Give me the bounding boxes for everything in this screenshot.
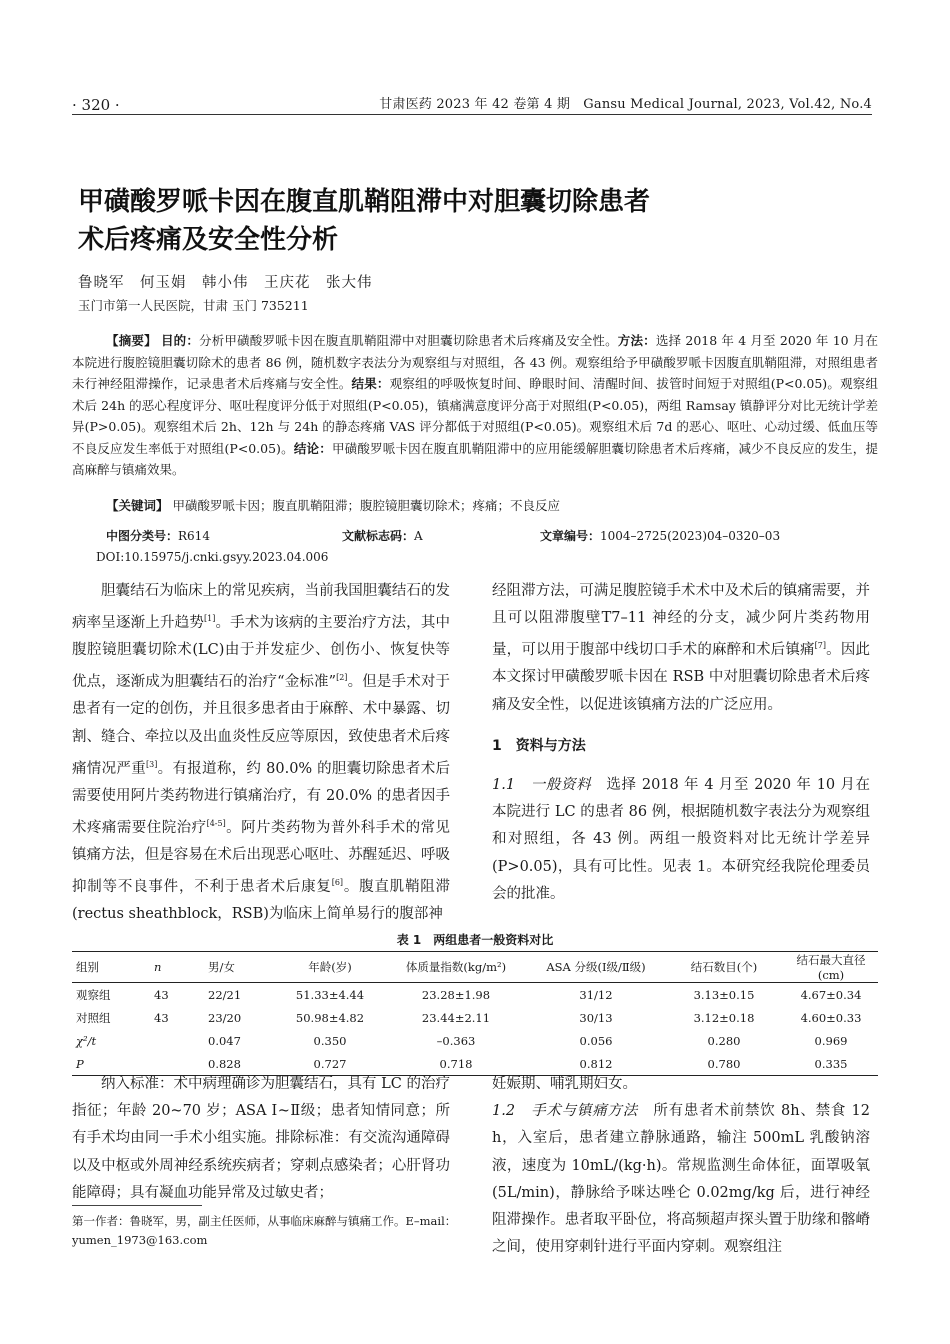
table-cell: 31/12 xyxy=(579,987,613,1002)
article-no-label: 文章编号： xyxy=(540,529,601,543)
article-number xyxy=(540,527,780,544)
clc-value: R614 xyxy=(178,529,210,543)
running-head: 甘肃医药 2023 年 42 卷第 4 期 Gansu Medical Journal, 2023, Vol.42, No.4 xyxy=(379,97,872,112)
table-caption: 表 1 两组患者一般资料对比 xyxy=(396,933,554,947)
table-cell: 4.60±0.33 xyxy=(800,1010,862,1025)
ref-7: [7] xyxy=(814,641,826,651)
title-line-2: 术后疼痛及安全性分析 xyxy=(78,225,339,255)
table-header-cell: ASA 分级(Ⅰ级/Ⅱ级) xyxy=(528,952,664,983)
article-title xyxy=(78,183,650,259)
header-rule xyxy=(72,114,872,115)
table-header-cell: 男/女 xyxy=(204,952,276,983)
table-row xyxy=(72,983,878,1007)
affiliation: 玉门市第一人民医院，甘肃 玉门 735211 xyxy=(78,298,309,313)
footnote-email: yumen_1973@163.com xyxy=(72,1233,208,1247)
table-cell: P xyxy=(72,1052,150,1076)
footnote xyxy=(72,1212,462,1250)
table-cell: 对照组 xyxy=(76,1010,111,1025)
doc-value: A xyxy=(414,529,423,543)
intro-continuation: 经阻滞方法，可满足腹腔镜手术术中及术后的镇痛需要，并且可以阻滞腹壁T7–11 神经的分支，减少阿片类药物用量，可以用于腹部中线切口手术的麻醉和术后镇痛[7]。因此本文探讨甲磺酸罗哌卡因在 RSB 中对胆囊切除患者术后疼痛及安全性，以促进该镇痛方法的广泛应用。 xyxy=(492,583,870,713)
table-header-cell: 体质量指数(kg/m²) xyxy=(384,952,528,983)
objective-text: 分析甲磺酸罗哌卡因在腹直肌鞘阻滞中对胆囊切除患者术后疼痛及安全性。 xyxy=(199,333,618,348)
clc-code xyxy=(106,527,210,544)
criteria-continuation: 妊娠期、哺乳期妇女。 xyxy=(492,1076,637,1092)
left-column-upper xyxy=(72,578,450,929)
table-header-cell: 结石最大直径(cm) xyxy=(784,952,878,983)
section-1-1: 1.1 一般资料 选择 2018 年 4 月至 2020 年 10 月在本院进行 LC 的患者 86 例，根据随机数字表法分为观察组和对照组，各 43 例。两组一般资料对比无统计学差异(P>0.05)，具有可比性。见表 1。本研究经我院伦理委员会的批准。 xyxy=(492,777,870,902)
conclusion-text: 甲磺酸罗哌卡因在腹直肌鞘阻滞中的应用能缓解胆囊切除患者术后疼痛，减少不良反应的发生，提高麻醉与镇痛效果。 xyxy=(72,440,878,477)
table-cell: 23.44±2.11 xyxy=(421,1010,491,1025)
table-cell: χ²/t xyxy=(76,1033,97,1048)
keywords xyxy=(106,496,560,514)
table-cell: –0.363 xyxy=(436,1033,476,1048)
table-cell: 4.67±0.34 xyxy=(800,987,862,1002)
keywords-label: 【关键词】 xyxy=(106,498,169,513)
table-cell: 3.12±0.18 xyxy=(693,1010,755,1025)
clc-label: 中图分类号： xyxy=(106,529,179,543)
table-cell: 0.718 xyxy=(384,1052,528,1076)
keywords-text: 甲磺酸罗哌卡因；腹直肌鞘阻滞；腹腔镜胆囊切除术；疼痛；不良反应 xyxy=(172,498,561,513)
methods-label: 方法： xyxy=(617,333,656,348)
authors: 鲁晓军 何玉娟 韩小伟 王庆花 张大伟 xyxy=(78,275,373,291)
table-row xyxy=(72,1006,878,1029)
table-cell: 43 xyxy=(154,1010,169,1025)
table-cell: 0.350 xyxy=(313,1033,347,1048)
table-cell: 0.812 xyxy=(528,1052,664,1076)
abstract-label: 【摘要】 xyxy=(106,333,157,348)
left-column-lower xyxy=(72,1071,450,1207)
right-column-upper xyxy=(492,578,870,908)
ref-1: [1] xyxy=(204,614,216,624)
table-cell: 0.969 xyxy=(814,1033,848,1048)
table-cell: 43 xyxy=(154,987,169,1002)
ref-4-5: [4-5] xyxy=(206,819,226,829)
table-cell: 30/13 xyxy=(579,1010,613,1025)
table-cell: 0.780 xyxy=(664,1052,784,1076)
subsection-1-2-label: 1.2 手术与镇痛方法 xyxy=(492,1103,639,1120)
table-header-cell: 年龄(岁) xyxy=(276,952,384,983)
table-cell: 0.727 xyxy=(276,1052,384,1076)
document-code xyxy=(342,527,423,544)
table-cell: 22/21 xyxy=(208,987,242,1002)
footnote-rule xyxy=(72,1205,202,1206)
table-cell: 23/20 xyxy=(208,1010,242,1025)
intro-paragraph: 胆囊结石为临床上的常见疾病，当前我国胆囊结石的发病率呈逐渐上升趋势[1]。手术为该病的主要治疗方法，其中腹腔镜胆囊切除术(LC)由于并发症少、创伤小、恢复快等优点，逐渐成为胆囊结石的治疗“金标准”[2]。但是手术对于患者有一定的创伤，并且很多患者由于麻醉、术中暴露、切割、缝合、牵拉以及出血炎性反应等原因，致使患者术后疼痛情况严重[3]。有报道称，约 80.0% 的胆囊切除患者术后需要使用阿片类药物进行镇痛治疗，有 20.0% 的患者因手术疼痛需要住院治疗[4-5]。阿片类药物为普外科手术的常见镇痛方法，但是容易在术后出现恶心呕吐、苏醒延迟、呼吸抑制等不良事件，不利于患者术后康复[6]。腹直肌鞘阻滞(rectus sheathblock，RSB)为临床上简单易行的腹部神 xyxy=(72,583,451,923)
table-cell: 0.280 xyxy=(707,1033,741,1048)
article-no-value: 1004–2725(2023)04–0320–03 xyxy=(600,529,781,543)
results-label: 结果： xyxy=(351,376,390,391)
footnote-author: 第一作者：鲁晓军，男，副主任医师，从事临床麻醉与镇痛工作。E–mail： xyxy=(72,1214,457,1228)
table-row xyxy=(72,1029,878,1052)
doi: DOI:10.15975/j.cnki.gsyy.2023.04.006 xyxy=(96,550,329,564)
table-cell: 0.828 xyxy=(204,1052,276,1076)
page-number: · 320 · xyxy=(72,96,120,114)
table-cell: 23.28±1.98 xyxy=(421,987,491,1002)
ref-6: [6] xyxy=(331,878,344,888)
ref-3: [3] xyxy=(146,759,158,769)
table-cell: 3.13±0.15 xyxy=(693,987,755,1002)
table-header-row xyxy=(72,952,878,983)
table-cell: 观察组 xyxy=(76,987,111,1002)
title-line-1: 甲磺酸罗哌卡因在腹直肌鞘阻滞中对胆囊切除患者 xyxy=(78,187,651,217)
table-cell: 50.98±4.82 xyxy=(295,1010,365,1025)
table-cell: 51.33±4.44 xyxy=(295,987,365,1002)
ref-2: [2] xyxy=(336,673,348,683)
conclusion-label: 结论： xyxy=(293,440,332,456)
table-cell: 0.047 xyxy=(208,1033,241,1048)
table-cell: 0.335 xyxy=(784,1052,878,1076)
section-1-2: 1.2 手术与镇痛方法 所有患者术前禁饮 8h、禁食 12 h，入室后，患者建立静脉通路，输注 500mL 乳酸钠溶液，速度为 10mL/(kg·h)。常规监测生命体征，面罩吸氧(5L/min)，静脉给予咪达唑仑 0.02mg/kg 后，进行神经阻滞操作。患者取平卧位，将高频超声探头置于肋缘和髂嵴之间，使用穿刺针进行平面内穿刺。观察组注 xyxy=(492,1103,870,1256)
results-text: 观察组的呼吸恢复时间、睁眼时间、清醒时间、拔管时间短于对照组(P<0.05)。观察组术后 24h 的恶心程度评分、呕吐程度评分低于对照组(P<0.05)，镇痛满意度评分高于对照组(P<0.05)，两组 Ramsay 镇静评分对比无统计学差异(P>0.05)。观察组术后 2h、12h 与 24h 的静态疼痛 VAS 评分都低于对照组(P<0.05)。观察组术后 7d 的恶心、呕吐、心动过缓、低血压等不良反应发生率低于对照组(P<0.05)。 xyxy=(72,376,878,456)
abstract xyxy=(72,330,878,481)
methods-text: 选择 2018 年 4 月至 2020 年 10 月在本院进行腹腔镜胆囊切除术的患者 86 例，随机数字表法分为观察组与对照组，各 43 例。观察组给予甲磺酸罗哌卡因腹直肌鞘阻滞，对照组患者未行神经阻滞操作，记录患者术后疼痛与安全性。 xyxy=(72,333,878,391)
doc-label: 文献标志码： xyxy=(342,529,415,543)
table-header-cell: 结石数目(个) xyxy=(664,952,784,983)
right-column-lower xyxy=(492,1071,870,1261)
subsection-1-1-label: 1.1 一般资料 xyxy=(492,777,592,794)
objective-label: 目的： xyxy=(160,333,200,348)
criteria-paragraph: 纳入标准：术中病理确诊为胆囊结石，具有 LC 的治疗指征；年龄 20~70 岁；ASA Ⅰ~Ⅱ级；患者知情同意；所有手术均由同一手术小组实施。排除标准：有交流沟通障碍以及中枢或外周神经系统疾病者；穿刺点感染者；心肝肾功能障碍；具有凝血功能异常及过敏史者； xyxy=(72,1076,450,1201)
section-1-heading: 1 资料与方法 xyxy=(492,737,586,754)
table-header-cell: n xyxy=(150,952,204,983)
table-1 xyxy=(72,951,878,1076)
table-cell xyxy=(150,1029,204,1052)
table-cell: 0.056 xyxy=(579,1033,613,1048)
table-header-cell: 组别 xyxy=(72,952,150,983)
